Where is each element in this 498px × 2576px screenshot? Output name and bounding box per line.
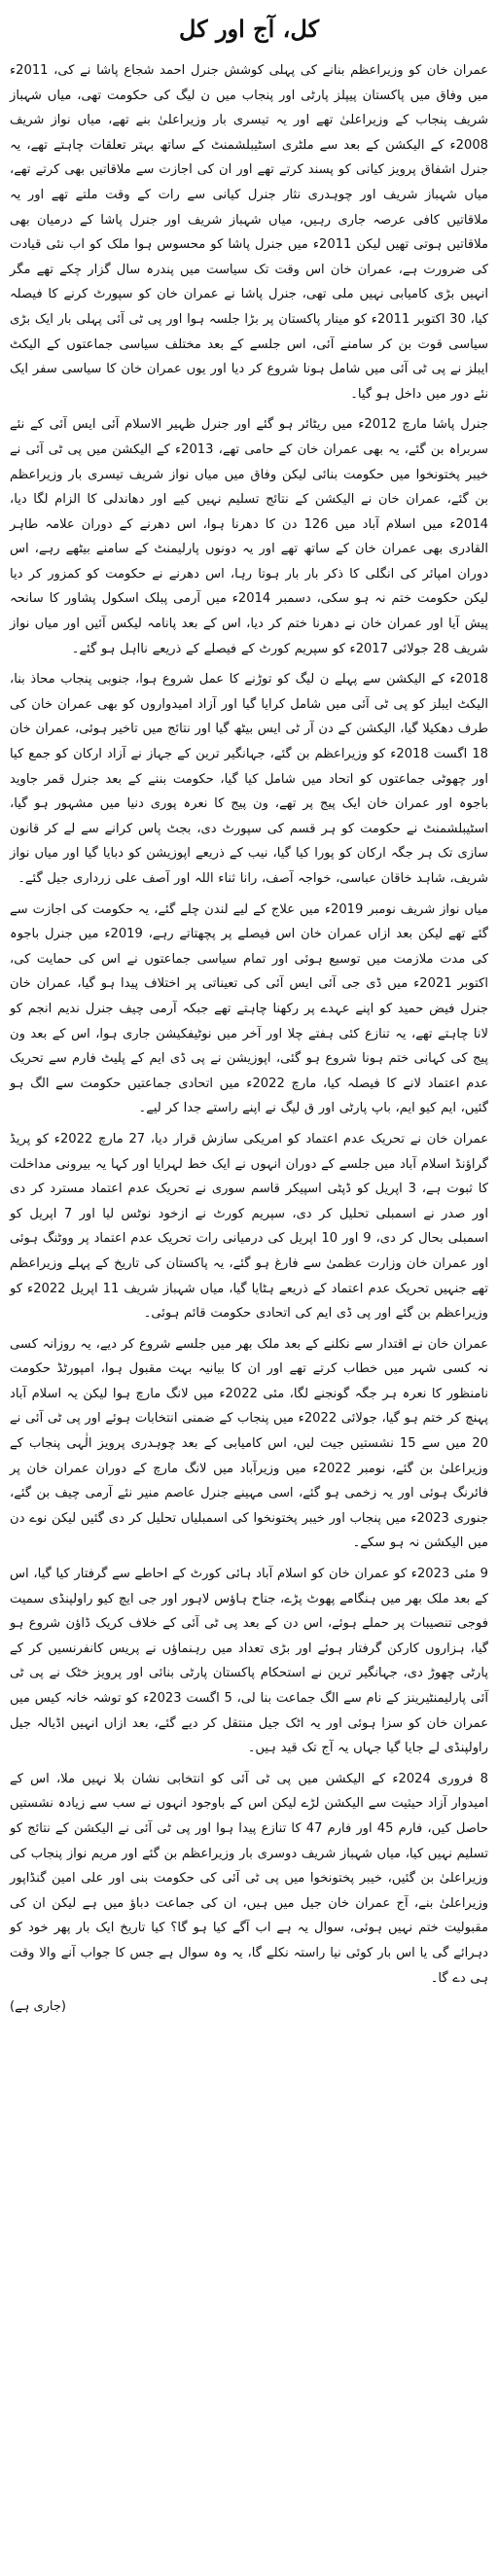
article-paragraph: عمران خان نے اقتدار سے نکلنے کے بعد ملک بھر میں جلسے شروع کر دیے، یہ روزانہ کسی نہ کسی شہر میں خطاب کرتے تھے اور ان کا بیانیہ بہت مقبول ہوا، امپورٹڈ حکومت نامنظور کا نعرہ ہر جگہ گونجنے لگا، مئی 2022ء میں لانگ مارچ ہوا لیکن یہ اسلام آباد پہنچ کر ختم ہو گیا، جولائی 2022ء میں پنجاب کے ضمنی انتخابات ہوئے اور پی ٹی آئی نے 20 میں سے 15 نشستیں جیت لیں، اس کامیابی کے بعد چوہدری پرویز الٰہی پنجاب کے وزیراعلیٰ بن گئے، نومبر 2022ء میں وزیرآباد میں لانگ مارچ کے دوران عمران خان پر فائرنگ ہوئی اور یہ زخمی ہو گئے، اسی مہینے جنرل عاصم منیر نئے آرمی چیف بن گئے، جنوری 2023ء میں پنجاب اور خیبر پختونخوا کی اسمبلیاں تحلیل کر دی گئیں لیکن نوے دن میں الیکشن نہ ہو سکے۔ <box>10 1336 489 1551</box>
article-body <box>10 58 488 1991</box>
article-title: کل، آج اور کل <box>178 15 320 43</box>
article-paragraph: عمران خان کو وزیراعظم بنانے کی پہلی کوشش جنرل احمد شجاع پاشا نے کی، 2011ء میں وفاق میں پاکستان پیپلز پارٹی اور پنجاب میں ن لیگ کی حکومت تھی، میاں شہباز شریف پنجاب کے وزیراعلیٰ تھے اور یہ تیسری بار وزیراعلیٰ بنے تھے، میاں نواز شریف 2008ء کے الیکشن کے بعد سے ملٹری اسٹیبلشمنٹ کے ساتھ بہتر تعلقات چاہتے تھے، یہ جنرل اشفاق پرویز کیانی کو پسند کرتے تھے اور ان کی اجازت سے ملاقاتیں بھی کرتے تھے، میاں شہباز شریف اور چوہدری نثار جنرل کیانی سے رات کے وقت ملتے تھے اور یہ ملاقاتیں کافی عرصہ جاری رہیں، میاں شہباز شریف اور جنرل پاشا کے درمیان بھی ملاقاتیں ہوتی تھیں لیکن 2011ء میں جنرل پاشا کو محسوس ہوا ملک کو اب نئی قیادت کی ضرورت ہے، عمران خان اس وقت تک سیاست میں پندرہ سال گزار چکے تھے مگر انہیں بڑی کامیابی نہیں ملی تھی، جنرل پاشا نے عمران خان کو سپورٹ کرنے کا فیصلہ کیا، 30 اکتوبر 2011ء کو مینار پاکستان پر بڑا جلسہ ہوا اور پی ٹی آئی پہلی بار ایک بڑی سیاسی قوت بن کر سامنے آئی، اس جلسے کے بعد مختلف سیاسی جماعتوں کے الیکٹ ایبلز نے پی ٹی آئی میں شامل ہونا شروع کر دیا اور یوں عمران خان کا سیاسی سفر ایک نئے دور میں داخل ہو گیا۔ <box>10 63 489 402</box>
article-paragraph: میاں نواز شریف نومبر 2019ء میں علاج کے لیے لندن چلے گئے، یہ حکومت کی اجازت سے گئے تھے لیکن بعد ازاں عمران خان اس فیصلے پر پچھتاتے رہے، 2019ء میں جنرل باجوہ کی مدت ملازمت میں توسیع ہوئی اور تمام سیاسی جماعتوں نے اس کی حمایت کی، اکتوبر 2021ء میں ڈی جی آئی ایس آئی کی تعیناتی پر اختلاف پیدا ہو گیا، عمران خان جنرل فیض حمید کو اپنے عہدے پر رکھنا چاہتے تھے جبکہ آرمی چیف جنرل ندیم انجم کو لانا چاہتے تھے، یہ تنازع کئی ہفتے چلا اور آخر میں نوٹیفکیشن جاری ہوا، اس کے بعد ون پیج کی کہانی ختم ہونا شروع ہو گئی، اپوزیشن نے پی ڈی ایم کے پلیٹ فارم سے تحریک عدم اعتماد لانے کا فیصلہ کیا، مارچ 2022ء میں اتحادی جماعتیں حکومت سے الگ ہو گئیں، ایم کیو ایم، باپ پارٹی اور ق لیگ نے اپنے راستے جدا کر لیے۔ <box>10 901 489 1116</box>
article-paragraph: عمران خان نے تحریک عدم اعتماد کو امریکی سازش قرار دیا، 27 مارچ 2022ء کو پریڈ گراؤنڈ اسلام آباد میں جلسے کے دوران انہوں نے ایک خط لہرایا اور کہا یہ بیرونی مداخلت کا ثبوت ہے، 3 اپریل کو ڈپٹی اسپیکر قاسم سوری نے تحریک عدم اعتماد مسترد کر دی اور صدر نے اسمبلی تحلیل کر دی، سپریم کورٹ نے ازخود نوٹس لیا اور 7 اپریل کو اسمبلی بحال کر دی، 9 اور 10 اپریل کی درمیانی رات تحریک عدم اعتماد پر ووٹنگ ہوئی اور عمران خان وزارت عظمیٰ سے فارغ ہو گئے، یہ پاکستان کی تاریخ کے پہلے وزیراعظم تھے جنہیں تحریک عدم اعتماد کے ذریعے ہٹایا گیا، میاں شہباز شریف 11 اپریل 2022ء کو وزیراعظم بن گئے اور پی ڈی ایم کی اتحادی حکومت قائم ہوئی۔ <box>10 1131 489 1322</box>
article-paragraph: 2018ء کے الیکشن سے پہلے ن لیگ کو توڑنے کا عمل شروع ہوا، جنوبی پنجاب محاذ بنا، الیکٹ ایبلز کو پی ٹی آئی میں شامل کرایا گیا اور آزاد امیدواروں کو بھی عمران خان کی طرف دھکیلا گیا، الیکشن کے دن آر ٹی ایس بیٹھ گیا اور نتائج میں تاخیر ہوئی، عمران خان 18 اگست 2018ء کو وزیراعظم بن گئے، جہانگیر ترین کے جہاز نے آزاد ارکان کو جمع کیا اور چھوٹی جماعتوں کو اتحاد میں شامل کیا گیا، حکومت بننے کے بعد جنرل قمر جاوید باجوہ اور عمران خان ایک پیج پر تھے، ون پیج کا نعرہ پوری دنیا میں مشہور ہو گیا، اسٹیبلشمنٹ نے حکومت کو ہر قسم کی سپورٹ دی، بجٹ پاس کرانے سے لے کر قانون سازی تک ہر جگہ ارکان کو پورا کیا گیا، نیب کے ذریعے اپوزیشن کو دبایا گیا اور میاں نواز شریف، شاہد خاقان عباسی، خواجہ آصف، رانا ثناء اللہ اور آصف علی زرداری جیل گئے۔ <box>10 672 488 886</box>
article-paragraph: 8 فروری 2024ء کے الیکشن میں پی ٹی آئی کو انتخابی نشان بلا نہیں ملا، اس کے امیدوار آزاد حیثیت سے الیکشن لڑے لیکن اس کے باوجود انہوں نے سب سے زیادہ نشستیں حاصل کیں، فارم 45 اور فارم 47 کا تنازع پیدا ہوا اور پی ٹی آئی نے الیکشن کے نتائج کو تسلیم نہیں کیا، میاں شہباز شریف دوسری بار وزیراعظم بن گئے اور مریم نواز پنجاب کی وزیراعلیٰ بن گئیں، خیبر پختونخوا میں پی ٹی آئی کی حکومت بنی اور علی امین گنڈاپور وزیراعلیٰ بنے، آج عمران خان جیل میں ہیں، ان کی جماعت دباؤ میں ہے لیکن ان کی مقبولیت ختم نہیں ہوئی، سوال یہ ہے اب آگے کیا ہو گا؟ کیا تاریخ ایک بار پھر خود کو دہرائے گی یا اس بار کوئی نیا راستہ نکلے گا، یہ وہ سوال ہے جس کا جواب آنے والا وقت ہی دے گا۔ <box>10 1771 489 1986</box>
article-paragraph: 9 مئی 2023ء کو عمران خان کو اسلام آباد ہائی کورٹ کے احاطے سے گرفتار کیا گیا، اس کے بعد ملک بھر میں ہنگامے پھوٹ پڑے، جناح ہاؤس لاہور اور جی ایچ کیو راولپنڈی سمیت فوجی تنصیبات پر حملے ہوئے، اس دن کے بعد پی ٹی آئی کے خلاف کریک ڈاؤن شروع ہو گیا، ہزاروں کارکن گرفتار ہوئے اور بڑی تعداد میں رہنماؤں نے پریس کانفرنسیں کر کے پارٹی چھوڑ دی، جہانگیر ترین نے استحکام پاکستان پارٹی بنائی اور پرویز خٹک نے پی ٹی آئی پارلیمنٹیرینز کے نام سے الگ جماعت بنا لی، 5 اگست 2023ء کو توشہ خانہ کیس میں عمران خان کو سزا ہوئی اور یہ اٹک جیل منتقل کر دیے گئے، بعد ازاں انہیں اڈیالہ جیل راولپنڈی لے جایا گیا جہاں یہ آج تک قید ہیں۔ <box>10 1567 489 1756</box>
article-paragraph: جنرل پاشا مارچ 2012ء میں ریٹائر ہو گئے اور جنرل ظہیر الاسلام آئی ایس آئی کے نئے سربراہ بن گئے، یہ بھی عمران خان کے حامی تھے، 2013ء کے الیکشن میں پی ٹی آئی نے خیبر پختونخوا میں حکومت بنائی لیکن وفاق میں میاں نواز شریف تیسری بار وزیراعظم بن گئے، عمران خان نے الیکشن کے نتائج تسلیم نہیں کیے اور دھاندلی کا الزام لگا دیا، 2014ء میں اسلام آباد میں 126 دن کا دھرنا ہوا، اس دھرنے کے دوران علامہ طاہر القادری بھی عمران خان کے ساتھ تھے اور یہ دونوں پارلیمنٹ کے سامنے بیٹھے رہے، اس دوران امپائر کی انگلی کا ذکر بار بار ہوتا رہا، اس دھرنے نے حکومت کو کمزور کر دیا لیکن حکومت ختم نہ ہو سکی، دسمبر 2014ء میں آرمی پبلک اسکول پشاور کا سانحہ پیش آیا اور عمران خان نے دھرنا ختم کر دیا، اس کے بعد پانامہ لیکس آئیں اور میاں نواز شریف 28 جولائی 2017ء کو سپریم کورٹ کے فیصلے کے ذریعے نااہل ہو گئے۔ <box>10 417 489 656</box>
continued-note: (جاری ہے) <box>10 1999 66 2015</box>
